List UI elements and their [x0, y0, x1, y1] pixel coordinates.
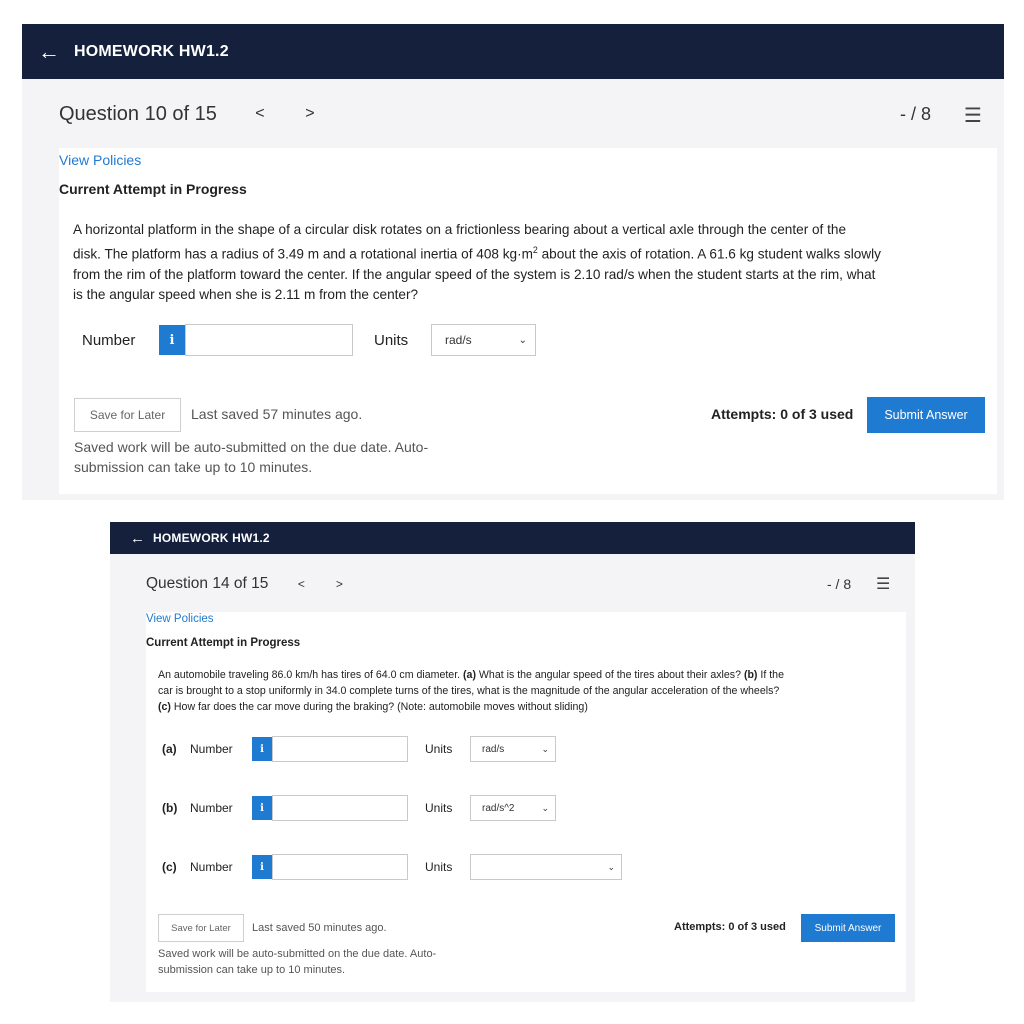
autosubmit-note: [158, 946, 436, 978]
info-icon[interactable]: i: [252, 737, 272, 761]
question-line: is the angular speed when she is 2.11 m from the center?: [73, 286, 419, 302]
next-question-button[interactable]: >: [335, 577, 343, 591]
number-label: Number: [190, 801, 233, 815]
answer-row-a: [162, 736, 556, 762]
part-tag: (b): [162, 801, 178, 815]
units-select-value: rad/s^2: [482, 802, 515, 814]
question-line: [158, 699, 903, 715]
note-line: Saved work will be auto-submitted on the due date. Auto-: [74, 439, 429, 455]
header-title: HOMEWORK HW1.2: [74, 42, 229, 60]
screenshot-2: [110, 522, 915, 1002]
question-line: from the rim of the platform toward the center. If the angular speed of the system is 2.10 rad/s when the student starts at the rim, what: [73, 266, 876, 282]
answer-row-c: [162, 854, 622, 880]
question-line: A horizontal platform in the shape of a circular disk rotates on a frictionless bearing about a vertical axle through the center of the: [73, 222, 847, 237]
question-counter: Question 10 of 15: [59, 102, 217, 125]
chevron-down-icon: ⌄: [607, 861, 615, 872]
answer-row: [82, 324, 536, 356]
question-line: [73, 240, 993, 265]
attempt-heading: Current Attempt in Progress: [59, 181, 247, 197]
save-for-later-button[interactable]: Save for Later: [158, 914, 244, 942]
number-input[interactable]: [272, 854, 408, 880]
number-label: Number: [190, 742, 233, 756]
superscript: 2: [532, 245, 538, 255]
part-label: (b): [743, 669, 758, 681]
number-input[interactable]: [272, 736, 408, 762]
info-icon[interactable]: i: [252, 855, 272, 879]
number-input[interactable]: [185, 324, 353, 356]
note-line: submission can take up to 10 minutes.: [158, 964, 346, 976]
list-icon[interactable]: ☰: [876, 576, 891, 593]
chevron-down-icon: ⌄: [541, 743, 549, 754]
back-arrow-icon[interactable]: ←: [130, 529, 145, 547]
save-for-later-button[interactable]: Save for Later: [74, 398, 181, 432]
header-title: HOMEWORK HW1.2: [153, 531, 270, 545]
attempts-text: Attempts: 0 of 3 used: [711, 406, 854, 422]
list-icon[interactable]: ☰: [964, 105, 982, 127]
units-label: Units: [425, 742, 453, 756]
question-text: [73, 220, 993, 305]
number-input[interactable]: [272, 795, 408, 821]
question-text-part: If the: [757, 669, 784, 681]
answer-row-b: [162, 795, 556, 821]
question-text-part: about the axis of rotation. A 61.6 kg student walks slowly: [537, 246, 881, 262]
number-label: Number: [190, 860, 233, 874]
view-policies-link[interactable]: View Policies: [146, 613, 214, 625]
number-label: Number: [82, 331, 136, 349]
question-nav: [146, 574, 344, 594]
units-select-value: rad/s: [482, 743, 505, 755]
chevron-down-icon: ⌄: [541, 802, 549, 813]
question-card: [146, 612, 906, 992]
question-line: car is brought to a stop uniformly in 34.0 complete turns of the tires, what is the magnitude of the angular acceleration of the wheels?: [158, 685, 780, 697]
submit-answer-button[interactable]: Submit Answer: [801, 914, 895, 942]
question-line: [158, 667, 903, 683]
autosubmit-note: [74, 437, 428, 477]
question-text-part: An automobile traveling 86.0 km/h has tires of 64.0 cm diameter.: [158, 669, 464, 681]
units-select[interactable]: [470, 854, 622, 880]
part-label: (a): [463, 669, 476, 681]
units-select-value: rad/s: [445, 333, 472, 347]
question-text-part: What is the angular speed of the tires about their axles?: [475, 669, 744, 681]
header-bar: [110, 522, 915, 554]
last-saved-text: Last saved 50 minutes ago.: [252, 922, 387, 934]
info-icon[interactable]: i: [252, 796, 272, 820]
screenshot-1: [22, 24, 1004, 500]
part-label: (c): [158, 701, 171, 713]
back-arrow-icon[interactable]: ←: [38, 38, 60, 64]
units-label: Units: [425, 801, 453, 815]
units-label: Units: [425, 860, 453, 874]
submit-answer-button[interactable]: Submit Answer: [867, 397, 985, 433]
next-question-button[interactable]: >: [305, 105, 315, 122]
header-bar: [22, 24, 1004, 79]
units-select[interactable]: [470, 795, 556, 821]
prev-question-button[interactable]: <: [297, 577, 305, 591]
info-icon[interactable]: i: [159, 325, 185, 355]
attempts-text: Attempts: 0 of 3 used: [674, 921, 786, 933]
view-policies-link[interactable]: View Policies: [59, 152, 142, 168]
note-line: submission can take up to 10 minutes.: [74, 459, 313, 475]
units-select[interactable]: [431, 324, 536, 356]
part-tag: (c): [162, 860, 177, 874]
prev-question-button[interactable]: <: [255, 105, 265, 122]
question-text: [158, 667, 903, 715]
units-label: Units: [374, 331, 409, 349]
question-nav: [59, 102, 317, 126]
score: - / 8: [827, 576, 852, 592]
note-line: Saved work will be auto-submitted on the due date. Auto-: [158, 948, 437, 960]
part-tag: (a): [162, 742, 177, 756]
question-text-part: disk. The platform has a radius of 3.49 m and a rotational inertia of 408 kg·m: [73, 246, 533, 262]
chevron-down-icon: ⌄: [518, 334, 527, 346]
question-text-part: How far does the car move during the braking? (Note: automobile moves without sliding): [170, 701, 588, 713]
score: - / 8: [900, 104, 932, 124]
question-counter: Question 14 of 15: [146, 575, 269, 592]
units-select[interactable]: [470, 736, 556, 762]
question-card: [59, 148, 997, 494]
last-saved-text: Last saved 57 minutes ago.: [191, 406, 363, 422]
attempt-heading: Current Attempt in Progress: [146, 637, 301, 649]
